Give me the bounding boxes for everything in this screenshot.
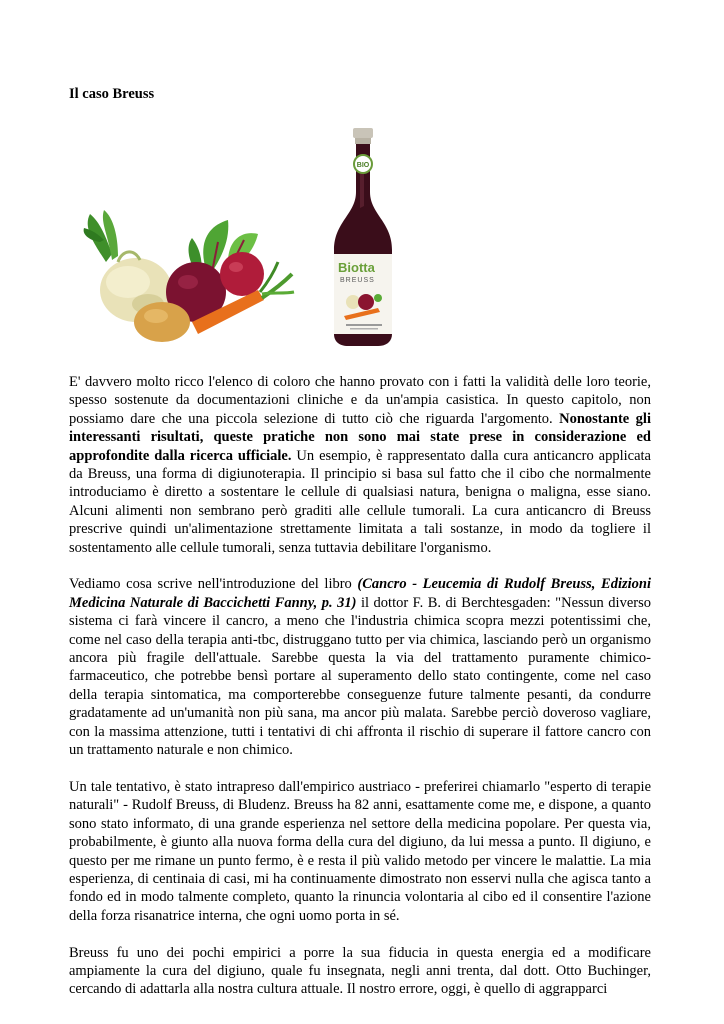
potato (134, 302, 190, 342)
page-title: Il caso Breuss (69, 86, 155, 102)
celery-leaves (84, 210, 118, 262)
bio-badge-text: BIO (356, 162, 370, 169)
bottle-brand-text: Biotta (338, 260, 375, 275)
juice-bottle (334, 128, 392, 346)
article-body (69, 373, 651, 1017)
paragraph-3: Un tale tentativo, è stato intrapreso dall'empirico austriaco - preferirei chiamarlo "esperto di terapie naturali" - Rudolf Breuss, di Bludenz. Breuss ha 82 anni, esattamente come me, e dispone, a quanto sono stato informato, di una grande esperienza nel settore della medicina popolare. Per questa via, probabilmente, è giunto alla nuova forma della cura del digiuno, da lui messa a punto. Il digiuno, e questo per me rimane un punto fermo, è e resta il più valido metodo per vincere le malattie. La mia esperienza, di centinaia di casi, mi ha continuamente dimostrato non esservi nulla che agisca tanto a fondo ed in modo talmente completo, quanto la rinuncia volontaria al cibo ed il consentire l'azione della forza risanatrice interna, che ogni uomo porta in sé. (69, 778, 651, 924)
paragraph-2: Vediamo cosa scrive nell'introduzione del libro (Cancro - Leucemia di Rudolf Breuss, Edizioni Medicina Naturale di Baccichetti Fanny, p. 31) il dottor F. B. di Berchtesgaden: "Nessun diverso sistema ci farà vincere il cancro, a meno che l'industria chimica scopra mezzi potentissimi che, come nel caso della terapia anti-tbc, distruggano tutto per via chimica, lasciando però un organismo ancora più fragile dell'attuale. Sarebbe questa la via del trattamento puramente chimico-farmaceutico, che potrebbe bensì portare al superamento dello stato contingente, come nel caso della terapia sintomatica, ma comporterebbe conseguenze future talmente pesanti, da condurre gradatamente ad un'umanità non più sana, ma ancor più malata. Sarebbe perciò doveroso vagliare, con la massima attenzione, tutti i tentativi di chi affronta il rischio di superare il fattore cancro con un trattamento naturale e non chimico. (69, 576, 651, 759)
emphasis-bold: Nonostante gli interessanti risultati, queste pratiche non sono mai state prese in considerazione ed approfondite dalla ricerca ufficiale. (69, 410, 651, 464)
bottle-product-text: BREUSS (340, 277, 375, 284)
book-citation: (Cancro - Leucemia di Rudolf Breuss, Edizioni Medicina Naturale di Baccichetti Fanny, p. 31) (69, 576, 651, 611)
paragraph-4: Breuss fu uno dei pochi empirici a porre la sua fiducia in questa energia ed a modificare ampiamente la cura del digiuno, quale fu insegnata, negli anni trenta, dal dott. Otto Buchinger, cercando di adattarla alla nostra cultura attuale. Il nostro errore, oggi, è quello di aggrapparci (69, 944, 651, 998)
vegetables-and-juice-bottle-image (78, 122, 408, 352)
paragraph-1: E' davvero molto ricco l'elenco di coloro che hanno provato con i fatti la validità delle loro teorie, spesso sostenute da documentazioni cliniche e da un'ampia casistica. In questo capitolo, non possiamo dare che una piccola selezione di tutto ciò che riguarda l'argomento. Nonostante gli interessanti risultati, queste pratiche non sono mai state prese in considerazione ed approfondite dalla ricerca ufficiale. Un esempio, è rappresentato dalla cura anticancro applicata da Breuss, una forma di digiunoterapia. Il principio si basa sul fatto che il cibo che normalmente introduciamo è diretto a sostentare le cellule di qualsiasi natura, benigna o maligna, esse siano. Alcuni alimenti non sembrano però graditi alle cellule tumorali. La cura anticancro di Breuss prescrive quindi un'alimentazione strettamente limitata a tali sostanze, in modo da togliere il sostentamento alle cellule tumorali, senza tuttavia debilitare l'organismo. (69, 374, 651, 556)
